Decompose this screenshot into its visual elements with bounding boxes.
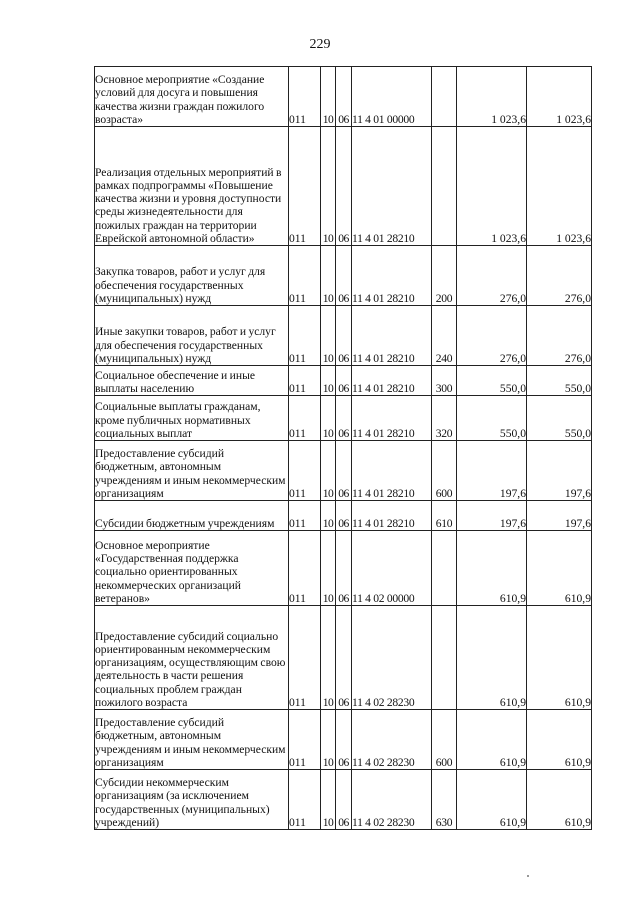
row-sum2: 1 023,6 [556, 231, 591, 245]
page-number: 229 [309, 37, 331, 52]
row-glav: 011 [289, 381, 306, 395]
row-pr: 06 [338, 381, 349, 395]
row-name-cell [95, 306, 289, 366]
row-sum1-cell [457, 441, 527, 501]
row-vr: 600 [435, 755, 453, 769]
row-sum1-cell [457, 531, 527, 606]
table-row [95, 710, 592, 770]
row-glav-cell [289, 127, 321, 246]
row-glav-cell [289, 501, 321, 531]
row-glav-cell [289, 710, 321, 770]
row-sum1: 1 023,6 [491, 112, 526, 126]
row-pr: 06 [338, 112, 349, 126]
row-glav: 011 [289, 591, 306, 605]
table-row [95, 606, 592, 710]
row-sum2: 550,0 [564, 381, 591, 395]
row-glav: 011 [289, 486, 306, 500]
row-sum2: 610,9 [564, 591, 591, 605]
row-csr-cell [352, 501, 432, 531]
row-pr-cell [336, 441, 352, 501]
row-rz-cell [321, 441, 336, 501]
row-csr: 11 4 01 28210 [352, 516, 415, 530]
row-glav-cell [289, 441, 321, 501]
row-csr: 11 4 02 28230 [352, 755, 415, 769]
row-csr-cell [352, 366, 432, 396]
row-vr-cell [432, 606, 457, 710]
row-sum2-cell [527, 127, 592, 246]
table-row [95, 246, 592, 306]
row-sum1-cell [457, 710, 527, 770]
row-sum1: 550,0 [499, 426, 526, 440]
row-rz-cell [321, 396, 336, 441]
row-vr: 200 [435, 291, 453, 305]
row-csr-cell [352, 441, 432, 501]
row-sum2-cell [527, 306, 592, 366]
row-rz-cell [321, 246, 336, 306]
budget-table [94, 66, 592, 830]
row-sum1-cell [457, 246, 527, 306]
row-name-cell [95, 770, 289, 830]
row-sum2-cell [527, 531, 592, 606]
row-sum1: 276,0 [499, 351, 526, 365]
row-glav: 011 [289, 231, 306, 245]
row-csr-cell [352, 127, 432, 246]
row-rz: 10 [322, 426, 334, 440]
row-sum2: 197,6 [564, 516, 591, 530]
row-sum2: 610,9 [564, 755, 591, 769]
table-row [95, 770, 592, 830]
row-glav-cell [289, 366, 321, 396]
row-pr-cell [336, 306, 352, 366]
row-sum2-cell [527, 606, 592, 710]
row-sum2-cell [527, 501, 592, 531]
row-glav-cell [289, 67, 321, 127]
row-sum2-cell [527, 366, 592, 396]
row-sum2-cell [527, 441, 592, 501]
row-glav-cell [289, 396, 321, 441]
row-vr-cell [432, 770, 457, 830]
row-sum2: 550,0 [564, 426, 591, 440]
row-sum1-cell [457, 127, 527, 246]
table-row [95, 366, 592, 396]
row-csr-cell [352, 67, 432, 127]
row-name: Предоставление субсидий бюджетным, автономным учреждениям и иным некоммерческим организациям [95, 716, 286, 769]
row-pr: 06 [338, 486, 349, 500]
row-csr: 11 4 01 00000 [352, 112, 415, 126]
row-name: Иные закупки товаров, работ и услуг для обеспечения государственных (муниципальных) нужд [95, 325, 276, 365]
row-pr-cell [336, 710, 352, 770]
row-vr-cell [432, 531, 457, 606]
row-vr-cell [432, 710, 457, 770]
row-rz: 10 [322, 112, 334, 126]
row-sum1-cell [457, 606, 527, 710]
row-sum1: 610,9 [499, 591, 526, 605]
row-vr-cell [432, 441, 457, 501]
row-csr: 11 4 02 28230 [352, 695, 415, 709]
row-name: Субсидии некоммерческим организациям (за исключением государственных (муниципальных) учреждений) [95, 776, 270, 829]
row-glav-cell [289, 770, 321, 830]
row-name: Субсидии бюджетным учреждениям [95, 516, 275, 530]
row-pr: 06 [338, 231, 349, 245]
row-vr: 320 [435, 426, 453, 440]
row-rz: 10 [322, 516, 334, 530]
row-sum1: 197,6 [499, 516, 526, 530]
row-sum1: 610,9 [499, 815, 526, 829]
row-rz: 10 [322, 591, 334, 605]
row-pr: 06 [338, 815, 349, 829]
row-sum2: 276,0 [564, 291, 591, 305]
row-pr-cell [336, 396, 352, 441]
row-vr: 600 [435, 486, 453, 500]
row-pr: 06 [338, 351, 349, 365]
row-sum2: 1 023,6 [556, 112, 591, 126]
row-glav-cell [289, 306, 321, 366]
row-rz: 10 [322, 231, 334, 245]
row-vr-cell [432, 67, 457, 127]
table-row [95, 396, 592, 441]
row-csr: 11 4 01 28210 [352, 426, 415, 440]
row-rz: 10 [322, 755, 334, 769]
row-rz-cell [321, 531, 336, 606]
row-csr: 11 4 01 28210 [352, 351, 415, 365]
table-row [95, 531, 592, 606]
row-sum1-cell [457, 501, 527, 531]
row-sum2-cell [527, 246, 592, 306]
row-sum1-cell [457, 770, 527, 830]
row-name-cell [95, 366, 289, 396]
row-vr-cell [432, 246, 457, 306]
row-pr-cell [336, 246, 352, 306]
row-rz-cell [321, 366, 336, 396]
row-name: Основное мероприятие «Государственная поддержка социально ориентированных некоммерческих организаций ветеранов» [95, 538, 241, 605]
row-csr: 11 4 01 28210 [352, 231, 415, 245]
row-sum1: 610,9 [499, 695, 526, 709]
row-rz-cell [321, 67, 336, 127]
row-sum1-cell [457, 366, 527, 396]
row-rz-cell [321, 710, 336, 770]
row-name: Социальное обеспечение и иные выплаты населению [95, 368, 256, 395]
row-vr-cell [432, 396, 457, 441]
row-vr: 300 [435, 381, 453, 395]
row-sum1: 1 023,6 [491, 231, 526, 245]
row-vr: 610 [435, 516, 453, 530]
row-pr: 06 [338, 755, 349, 769]
row-sum1-cell [457, 396, 527, 441]
row-csr-cell [352, 770, 432, 830]
row-name-cell [95, 606, 289, 710]
row-pr-cell [336, 501, 352, 531]
row-csr-cell [352, 531, 432, 606]
row-pr: 06 [338, 516, 349, 530]
row-name-cell [95, 127, 289, 246]
row-name-cell [95, 501, 289, 531]
table-body [95, 67, 592, 830]
table-row [95, 67, 592, 127]
row-sum2: 610,9 [564, 815, 591, 829]
row-sum2: 276,0 [564, 351, 591, 365]
row-sum1: 610,9 [499, 755, 526, 769]
row-pr-cell [336, 366, 352, 396]
row-glav: 011 [289, 291, 306, 305]
row-vr-cell [432, 501, 457, 531]
row-sum1-cell [457, 67, 527, 127]
row-name: Предоставление субсидий бюджетным, автономным учреждениям и иным некоммерческим организациям [95, 447, 286, 500]
row-glav-cell [289, 606, 321, 710]
row-csr-cell [352, 306, 432, 366]
row-name-cell [95, 531, 289, 606]
row-csr: 11 4 02 28230 [352, 815, 415, 829]
row-vr-cell [432, 306, 457, 366]
row-name: Реализация отдельных мероприятий в рамках подпрограммы «Повышение качества жизни и уровня доступности среды жизнедеятельности для пожилых граждан на территории Еврейской автономной области» [95, 165, 282, 245]
row-vr: 630 [435, 815, 453, 829]
row-pr: 06 [338, 426, 349, 440]
row-sum2-cell [527, 67, 592, 127]
row-glav: 011 [289, 695, 306, 709]
row-sum2: 197,6 [564, 486, 591, 500]
row-glav: 011 [289, 755, 306, 769]
row-name: Закупка товаров, работ и услуг для обеспечения государственных (муниципальных) нужд [95, 265, 266, 305]
row-glav-cell [289, 531, 321, 606]
row-sum1: 550,0 [499, 381, 526, 395]
row-rz-cell [321, 306, 336, 366]
row-rz-cell [321, 127, 336, 246]
row-sum1-cell [457, 306, 527, 366]
row-csr-cell [352, 396, 432, 441]
table-row [95, 306, 592, 366]
row-sum1: 276,0 [499, 291, 526, 305]
row-csr-cell [352, 246, 432, 306]
row-pr-cell [336, 127, 352, 246]
row-pr-cell [336, 67, 352, 127]
row-glav: 011 [289, 351, 306, 365]
row-pr: 06 [338, 695, 349, 709]
row-csr: 11 4 01 28210 [352, 291, 415, 305]
row-rz: 10 [322, 695, 334, 709]
row-pr-cell [336, 606, 352, 710]
row-sum2-cell [527, 770, 592, 830]
row-glav: 011 [289, 112, 306, 126]
row-vr: 240 [435, 351, 453, 365]
row-rz: 10 [322, 486, 334, 500]
row-pr-cell [336, 531, 352, 606]
row-rz: 10 [322, 815, 334, 829]
row-name: Предоставление субсидий социально ориентированным некоммерческим организациям, осуществляющим свою деятельность в части решения социальных проблем граждан пожилого возраста [95, 629, 286, 709]
table-row [95, 127, 592, 246]
row-name-cell [95, 710, 289, 770]
row-csr: 11 4 01 28210 [352, 486, 415, 500]
row-rz-cell [321, 501, 336, 531]
row-sum2-cell [527, 710, 592, 770]
row-pr: 06 [338, 591, 349, 605]
row-glav: 011 [289, 516, 306, 530]
table-row [95, 441, 592, 501]
row-name: Социальные выплаты гражданам, кроме публичных нормативных социальных выплат [95, 400, 261, 440]
row-csr: 11 4 01 28210 [352, 381, 415, 395]
row-pr: 06 [338, 291, 349, 305]
row-csr: 11 4 02 00000 [352, 591, 415, 605]
row-csr-cell [352, 710, 432, 770]
row-csr-cell [352, 606, 432, 710]
row-sum2: 610,9 [564, 695, 591, 709]
row-glav: 011 [289, 426, 306, 440]
row-name-cell [95, 67, 289, 127]
scan-speck [527, 875, 529, 877]
row-name: Основное мероприятие «Создание условий для досуга и повышения качества жизни граждан пожилого возраста» [95, 73, 265, 126]
row-vr-cell [432, 366, 457, 396]
row-sum1: 197,6 [499, 486, 526, 500]
row-pr-cell [336, 770, 352, 830]
row-glav-cell [289, 246, 321, 306]
row-rz-cell [321, 606, 336, 710]
row-rz: 10 [322, 381, 334, 395]
table-row [95, 501, 592, 531]
row-glav: 011 [289, 815, 306, 829]
row-rz: 10 [322, 351, 334, 365]
row-sum2-cell [527, 396, 592, 441]
row-name-cell [95, 441, 289, 501]
row-vr-cell [432, 127, 457, 246]
row-name-cell [95, 396, 289, 441]
row-rz-cell [321, 770, 336, 830]
row-rz: 10 [322, 291, 334, 305]
row-name-cell [95, 246, 289, 306]
